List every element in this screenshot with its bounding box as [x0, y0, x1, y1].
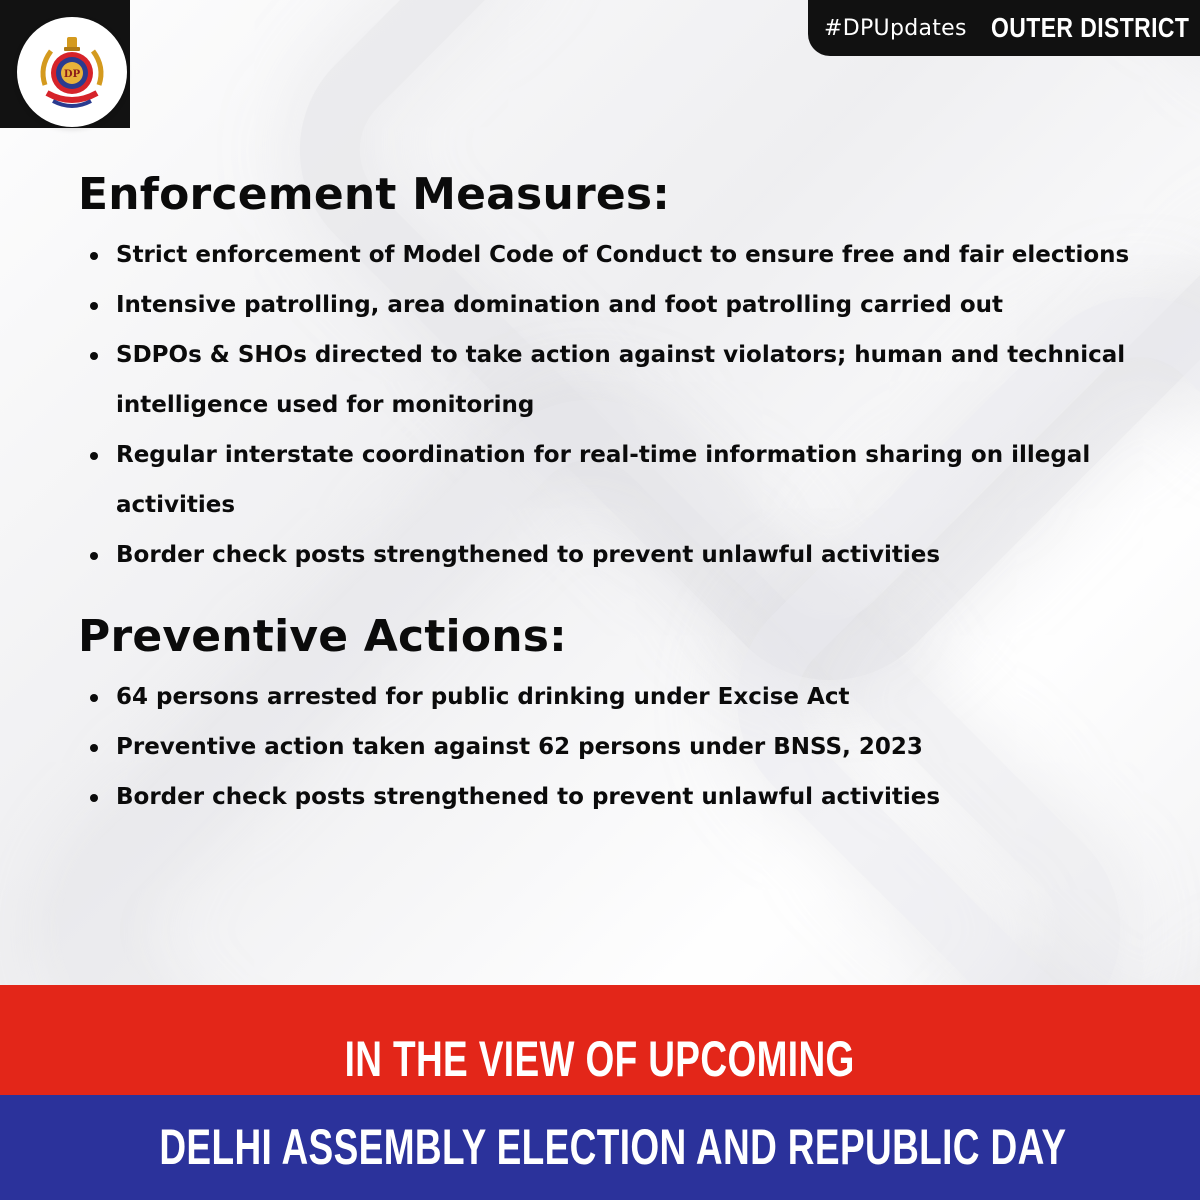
list-item: Strict enforcement of Model Code of Conduct to ensure free and fair elections [78, 230, 1138, 280]
banner-line-2 [0, 1118, 1200, 1176]
preventive-heading: Preventive Actions: [78, 611, 567, 662]
district-badge [808, 0, 1200, 56]
list-item: Regular interstate coordination for real-time information sharing on illegal activities [78, 430, 1138, 530]
main-content [78, 160, 1138, 822]
preventive-list [78, 672, 1138, 822]
banner-line-2-text: DELHI ASSEMBLY ELECTION AND REPUBLIC DAY [159, 1119, 1067, 1175]
enforcement-heading: Enforcement Measures: [78, 169, 671, 220]
delhi-police-emblem-icon [27, 27, 117, 117]
banner-line-1 [0, 1030, 1200, 1088]
district-label: OUTER DISTRICT [990, 12, 1190, 43]
list-item: 64 persons arrested for public drinking under Excise Act [78, 672, 1138, 722]
list-item: Border check posts strengthened to prevent unlawful activities [78, 530, 1138, 580]
list-item: Border check posts strengthened to prevent unlawful activities [78, 772, 1138, 822]
list-item: Preventive action taken against 62 persons under BNSS, 2023 [78, 722, 1138, 772]
section-spacer [78, 580, 1138, 602]
enforcement-list [78, 230, 1138, 580]
banner-line-1-text: IN THE VIEW OF UPCOMING [344, 1031, 856, 1087]
svg-text:DP: DP [63, 69, 81, 80]
list-item: Intensive patrolling, area domination and foot patrolling carried out [78, 280, 1138, 330]
hashtag-label: #DPUpdates [824, 15, 967, 41]
logo [17, 17, 127, 127]
list-item: SDPOs & SHOs directed to take action against violators; human and technical intelligence used for monitoring [78, 330, 1138, 430]
